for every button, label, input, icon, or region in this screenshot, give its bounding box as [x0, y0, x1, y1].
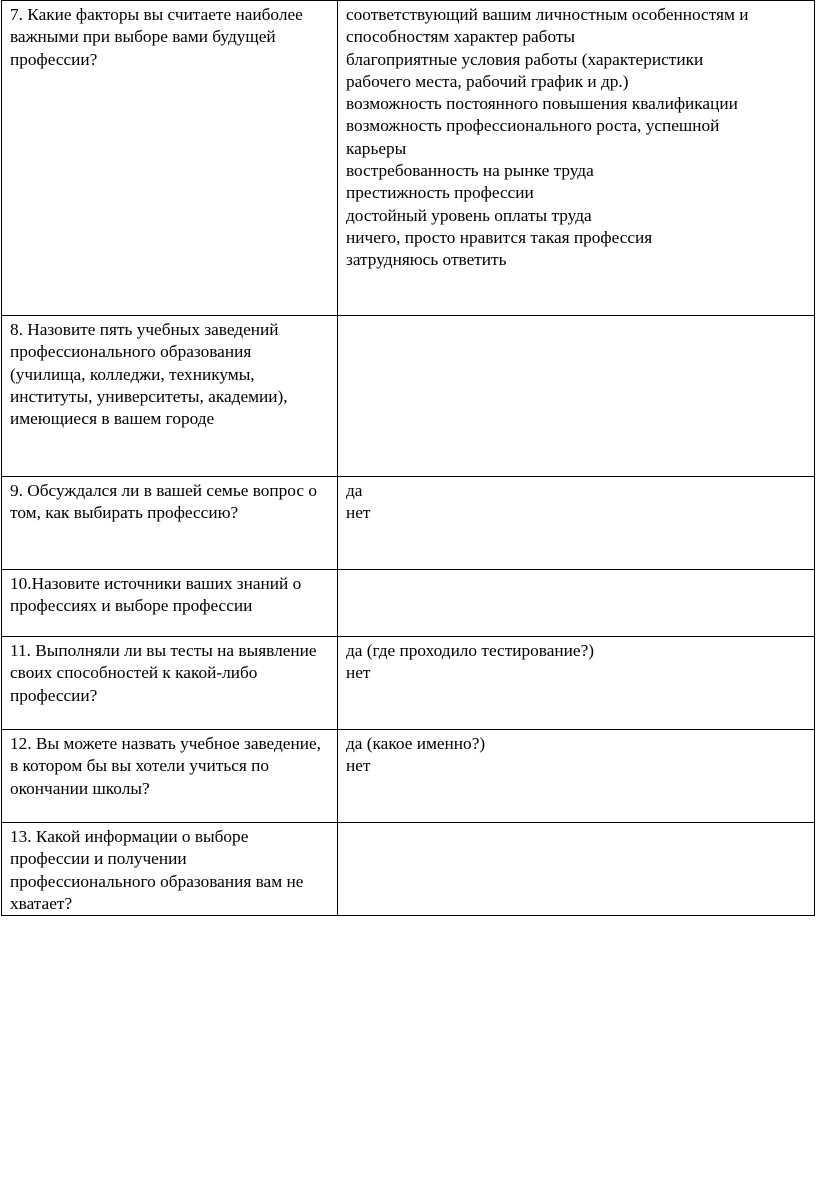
answer-option: нет: [346, 503, 371, 523]
question-cell: [2, 730, 338, 823]
table-row: [2, 637, 815, 730]
answer-option: достойный уровень оплаты труда: [346, 205, 592, 225]
answer-cell: [338, 316, 815, 477]
answer-option: да (где проходило тестирование?): [346, 641, 594, 660]
answer-option: затрудняюсь ответить: [346, 250, 507, 270]
answer-cell: [338, 730, 815, 823]
answer-option: карьеры: [346, 138, 407, 158]
answer-option: возможность профессионального роста, успешной: [346, 116, 720, 136]
answer-option: способностям характер работы: [346, 27, 576, 47]
question-text: 13. Какой информации о выборе профессии и получении профессионального образования вам не хватает?: [10, 827, 304, 913]
question-cell: [2, 637, 338, 730]
answer-cell: [338, 823, 815, 916]
table-row: [2, 570, 815, 637]
question-cell: [2, 823, 338, 916]
survey-table: [1, 0, 815, 916]
answer-cell: [338, 570, 815, 637]
answer-option: соответствующий вашим личностным особенностям и: [346, 5, 749, 24]
table-row: [2, 316, 815, 477]
question-cell: [2, 316, 338, 477]
answer-option: благоприятные условия работы (характеристики: [346, 49, 704, 69]
answer-option: нет: [346, 756, 371, 776]
question-cell: [2, 570, 338, 637]
table-row: [2, 477, 815, 570]
answer-option: да: [346, 481, 363, 500]
table-row: [2, 730, 815, 823]
question-text: 7. Какие факторы вы считаете наиболее важными при выборе вами будущей профессии?: [10, 5, 303, 69]
question-cell: [2, 1, 338, 316]
answer-option: нет: [346, 663, 371, 683]
answer-option: возможность постоянного повышения квалификации: [346, 94, 738, 114]
question-text: 11. Выполняли ли вы тесты на выявление своих способностей к какой-либо профессии?: [10, 641, 317, 705]
answer-cell: [338, 1, 815, 316]
answer-option: ничего, просто нравится такая профессия: [346, 227, 653, 247]
answer-option: престижность профессии: [346, 183, 534, 203]
answer-cell: [338, 477, 815, 570]
question-cell: [2, 477, 338, 570]
answer-cell: [338, 637, 815, 730]
question-text: 9. Обсуждался ли в вашей семье вопрос о том, как выбирать профессию?: [10, 481, 317, 523]
question-text: 10.Назовите источники ваших знаний о профессиях и выборе профессии: [10, 574, 302, 616]
question-text: 12. Вы можете назвать учебное заведение, в котором бы вы хотели учиться по окончании школы?: [10, 734, 321, 798]
answer-option: да (какое именно?): [346, 734, 486, 753]
table-row: [2, 823, 815, 916]
table-row: [2, 1, 815, 316]
answer-option: рабочего места, рабочий график и др.): [346, 71, 629, 91]
answer-option: востребованность на рынке труда: [346, 161, 594, 181]
question-text: 8. Назовите пять учебных заведений профессионального образования (училища, колледжи, техникумы, институты, университеты, академии), имеющиеся в вашем городе: [10, 320, 288, 429]
